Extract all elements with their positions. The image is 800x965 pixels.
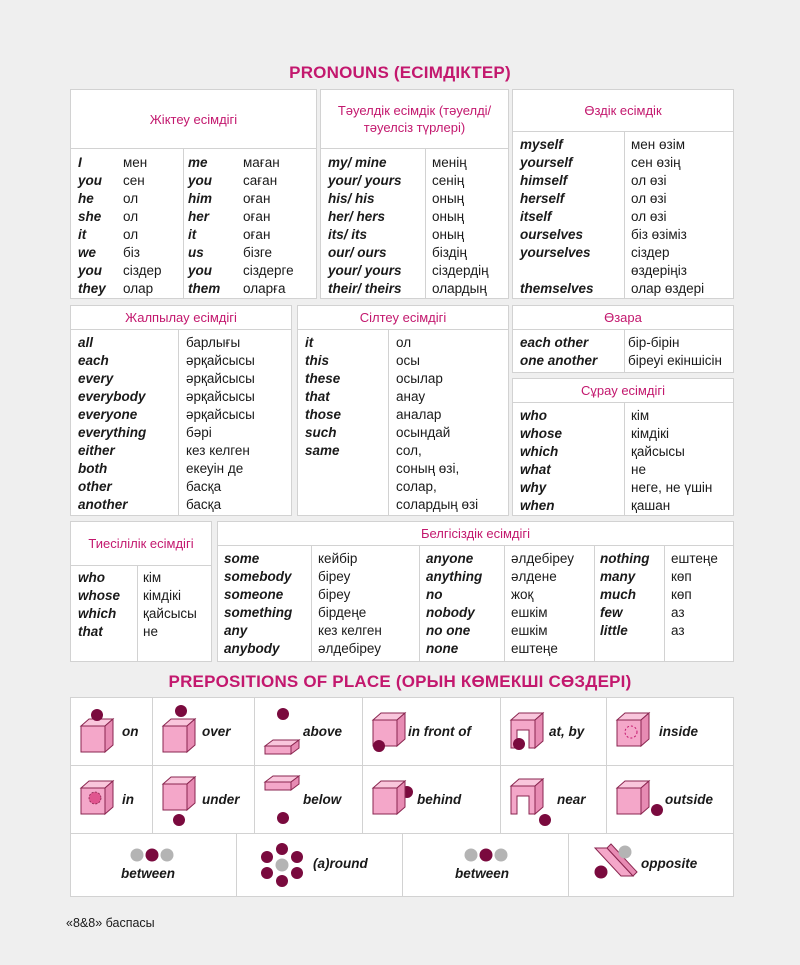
pronoun-translation: аз (671, 623, 685, 638)
pronoun-translation: кімдікі (143, 588, 181, 603)
prep-cell-over (153, 698, 255, 766)
pronoun-word: each other (520, 335, 589, 350)
pronoun-word: either (78, 443, 115, 458)
pronoun-translation: сен өзің (631, 155, 681, 170)
pronoun-translation: кез келген (186, 443, 250, 458)
pronoun-translation: сіздерге (243, 263, 294, 278)
pronoun-word: you (78, 173, 103, 188)
pronoun-translation: ол өзі (631, 173, 667, 188)
pronoun-word: none (426, 641, 459, 656)
pronoun-translation: көп (671, 569, 692, 584)
pronoun-translation: осы (396, 353, 420, 368)
pronoun-translation: бірдеңе (318, 605, 367, 620)
general-kz-column (186, 334, 255, 514)
pronoun-translation: солар, (396, 479, 437, 494)
personal-kz-column-2 (243, 154, 294, 298)
prep-label-below: below (303, 792, 342, 807)
pronoun-word: it (305, 335, 314, 350)
pronoun-translation: сен (123, 173, 145, 188)
pronoun-translation: біреу (318, 587, 351, 602)
personal-kz-column-1 (123, 154, 162, 298)
prepositions-table (70, 697, 734, 897)
arch-near-icon (505, 768, 555, 830)
pronoun-word: few (600, 605, 623, 620)
pronoun-translation: кім (143, 570, 162, 585)
pronoun-word: nothing (600, 551, 650, 566)
pronoun-translation: осылар (396, 371, 443, 386)
prep-label-inside: inside (659, 724, 699, 739)
pronoun-word: someone (224, 587, 284, 602)
prep-label-on: on (122, 724, 139, 739)
pronoun-word: us (188, 245, 204, 260)
pronoun-translation: сіздер (631, 245, 670, 260)
interrogative-pronouns-header: Сұрау есімдігі (513, 379, 733, 403)
pronoun-word: everybody (78, 389, 146, 404)
pronoun-word: why (520, 480, 547, 495)
pronoun-word: those (305, 407, 342, 422)
pronoun-word: we (78, 245, 97, 260)
demonstrative-kz-column (396, 334, 478, 514)
relative-pronouns-header: Тиесілілік есімдігі (71, 522, 211, 566)
pronoun-word: yourself (520, 155, 573, 170)
pronoun-translation: мен (123, 155, 148, 170)
prep-cell-under (153, 766, 255, 834)
reflexive-pronouns-header: Өздік есімдік (513, 90, 733, 132)
pronoun-translation: біздің (432, 245, 467, 260)
pronoun-word: its/ its (328, 227, 368, 242)
cube-inside-icon (611, 702, 661, 762)
pronoun-translation: әрқайсысы (186, 371, 255, 386)
indefinite-kz-column-3 (671, 550, 718, 640)
pronoun-word: him (188, 191, 213, 206)
pronoun-word: something (224, 605, 293, 620)
cube-on-icon (75, 704, 125, 764)
pronoun-translation: сіздердің (432, 263, 489, 278)
pronoun-word: little (600, 623, 628, 638)
demonstrative-pronouns-table (297, 305, 509, 516)
pronoun-word: no one (426, 623, 471, 638)
pronoun-word: your/ yours (328, 173, 402, 188)
pronoun-translation: анау (396, 389, 426, 404)
prep-cell-below (255, 766, 363, 834)
interrogative-kz-column (631, 407, 712, 515)
pronoun-translation: сіздер (123, 263, 162, 278)
prep-cell-around (237, 834, 403, 897)
pronoun-translation: ештеңе (671, 551, 718, 566)
pronoun-word: anyone (426, 551, 474, 566)
pronoun-translation: екеуін де (186, 461, 244, 476)
pronoun-translation: ештеңе (511, 641, 558, 656)
prep-cell-outside (607, 766, 734, 834)
pronoun-translation: кімдікі (631, 426, 669, 441)
general-en-column (78, 334, 146, 514)
prep-label-near: near (557, 792, 586, 807)
pronoun-translation: бір-бірін (628, 335, 680, 350)
prep-cell-above (255, 698, 363, 766)
pronoun-translation: біреуі екіншісін (628, 353, 722, 368)
possessive-kz-column (432, 154, 489, 298)
pronoun-word: them (188, 281, 221, 296)
pronoun-word: such (305, 425, 337, 440)
prep-cell-between-2 (403, 834, 569, 897)
pronoun-translation: әлдебіреу (318, 641, 381, 656)
pronoun-word: all (78, 335, 94, 350)
pronoun-translation: соның өзі, (396, 461, 460, 476)
slab-below-icon (259, 768, 309, 830)
pronoun-translation: сенің (432, 173, 465, 188)
prep-label-around: (a)round (313, 856, 368, 871)
pronoun-translation: солардың өзі (396, 497, 479, 512)
pronoun-translation: неге, не үшін (631, 480, 713, 495)
pronoun-translation: кім (631, 408, 650, 423)
pronoun-translation: маған (243, 155, 280, 170)
personal-pronouns-header: Жіктеу есімдігі (71, 90, 316, 149)
prep-label-under: under (202, 792, 240, 807)
pronoun-word: these (305, 371, 341, 386)
indefinite-en-column-1 (224, 550, 292, 658)
prep-cell-between-1 (71, 834, 237, 897)
pronoun-word: no (426, 587, 443, 602)
pronoun-word: any (224, 623, 248, 638)
prep-cell-inside (607, 698, 734, 766)
pronoun-word: his/ his (328, 191, 375, 206)
pronoun-word: himself (520, 173, 568, 188)
dots-between-icon (123, 844, 183, 866)
pronoun-word: much (600, 587, 637, 602)
pronouns-title: PRONOUNS (ЕСІМДІКТЕР) (289, 63, 511, 82)
pronoun-word: me (188, 155, 208, 170)
slab-above-icon (259, 702, 309, 762)
pronoun-word: each (78, 353, 109, 368)
pronoun-translation: кейбір (318, 551, 358, 566)
pronoun-translation: әрқайсысы (186, 407, 255, 422)
prep-label-over: over (202, 724, 231, 739)
pronoun-translation: олардың (432, 281, 487, 296)
pronoun-word: herself (520, 191, 565, 206)
pronoun-word (520, 262, 594, 280)
reciprocal-kz-column (628, 334, 722, 370)
relative-pronouns-table (70, 521, 212, 662)
pronoun-translation: ол (396, 335, 412, 350)
pronoun-translation: әрқайсысы (186, 389, 255, 404)
general-pronouns-table (70, 305, 292, 516)
pronoun-word: everything (78, 425, 147, 440)
pronoun-word: who (520, 408, 547, 423)
pronoun-translation: ол (123, 209, 139, 224)
pronoun-word: he (78, 191, 94, 206)
prep-label-outside: outside (665, 792, 714, 807)
relative-kz-column (143, 569, 197, 641)
pronoun-word: same (305, 443, 340, 458)
personal-en-column-1 (78, 154, 106, 298)
reflexive-pronouns-table (512, 89, 734, 299)
pronoun-translation: қайсысы (143, 606, 197, 621)
pronoun-word: my/ mine (328, 155, 387, 170)
prep-label-in: in (122, 792, 134, 807)
prep-cell-on (71, 698, 153, 766)
pronoun-translation: кез келген (318, 623, 382, 638)
pronoun-translation: жоқ (511, 587, 534, 602)
pronoun-word: they (78, 281, 106, 296)
pronoun-translation: көп (671, 587, 692, 602)
prep-cell-near (501, 766, 607, 834)
pronoun-word: both (78, 461, 108, 476)
pronoun-translation: оның (432, 191, 465, 206)
pronoun-word: this (305, 353, 330, 368)
possessive-pronouns-table (320, 89, 509, 299)
reflexive-kz-column (631, 136, 704, 298)
pronoun-word: what (520, 462, 551, 477)
pronoun-translation: оған (243, 191, 271, 206)
pronoun-word: that (78, 624, 103, 639)
pronoun-translation: әрқайсысы (186, 353, 255, 368)
pronoun-word: many (600, 569, 636, 584)
pronoun-translation: басқа (186, 497, 222, 512)
pronoun-word: when (520, 498, 555, 513)
prep-cell-in (71, 766, 153, 834)
pronoun-word: yourselves (520, 245, 591, 260)
pronoun-translation: ол өзі (631, 191, 667, 206)
pronoun-word: it (188, 227, 197, 242)
personal-pronouns-table (70, 89, 317, 299)
reflexive-en-column (520, 136, 594, 298)
indefinite-kz-column-2 (511, 550, 574, 658)
cube-under-icon (157, 768, 207, 830)
pronoun-translation: біз өзіміз (631, 227, 687, 242)
pronoun-translation: мен өзім (631, 137, 685, 152)
pronoun-word: nobody (426, 605, 475, 620)
pronoun-word: ourselves (520, 227, 584, 242)
personal-en-column-2 (188, 154, 220, 298)
pronoun-translation: қашан (631, 498, 671, 513)
pronoun-translation: ол (123, 227, 139, 242)
pronoun-word: other (78, 479, 112, 494)
pronoun-word: she (78, 209, 102, 224)
prep-label-at-by: at, by (549, 724, 585, 739)
interrogative-en-column (520, 407, 562, 515)
pronoun-translation: аз (671, 605, 685, 620)
pronoun-word: who (78, 570, 105, 585)
pronoun-translation: олар (123, 281, 154, 296)
demonstrative-pronouns-header: Сілтеу есімдігі (298, 306, 508, 330)
indefinite-kz-column-1 (318, 550, 382, 658)
prep-label-behind: behind (417, 792, 462, 807)
cube-in-icon (75, 770, 125, 830)
pronoun-translation: оларға (243, 281, 286, 296)
cube-outside-icon (611, 770, 667, 830)
pronoun-word: it (78, 227, 87, 242)
pronoun-word: which (78, 606, 117, 621)
prepositions-title: PREPOSITIONS OF PLACE (ОРЫН КӨМЕКШІ СӨЗДЕРІ) (168, 672, 632, 691)
prep-cell-opposite (569, 834, 734, 897)
possessive-pronouns-header: Тәуелдік есімдік (тәуелді/тәуелсіз түрлері) (321, 90, 508, 149)
general-pronouns-header: Жалпылау есімдігі (71, 306, 291, 330)
indefinite-en-column-2 (426, 550, 482, 658)
pronoun-word: you (78, 263, 103, 278)
pronoun-word: I (78, 155, 82, 170)
pronoun-word: which (520, 444, 559, 459)
pronoun-translation: осындай (396, 425, 451, 440)
pronoun-translation: қайсысы (631, 444, 685, 459)
reciprocal-pronouns-table (512, 305, 734, 373)
pronoun-word: themselves (520, 281, 594, 296)
publisher-footer: «8&8» баспасы (66, 916, 155, 930)
pronoun-word: some (224, 551, 260, 566)
dots-between-icon-2 (457, 844, 517, 866)
pronoun-word: everyone (78, 407, 138, 422)
pronoun-word: itself (520, 209, 552, 224)
prep-cell-behind (363, 766, 501, 834)
pronoun-translation: олар өздері (631, 281, 705, 296)
interrogative-pronouns-table (512, 378, 734, 516)
prep-cell-at-by (501, 698, 607, 766)
reciprocal-en-column (520, 334, 597, 370)
pronoun-translation: оның (432, 227, 465, 242)
pronoun-translation: не (143, 624, 158, 639)
pronoun-translation: саған (243, 173, 278, 188)
pronoun-word: somebody (224, 569, 292, 584)
cube-behind-icon (367, 770, 417, 830)
possessive-en-column (328, 154, 402, 298)
pronoun-word: every (78, 371, 114, 386)
pronoun-translation: өздеріңіз (631, 263, 687, 278)
demonstrative-en-column (305, 334, 341, 460)
prep-label-in-front-of: in front of (408, 724, 471, 739)
prep-cell-in-front-of (363, 698, 501, 766)
prep-label-above: above (303, 724, 343, 739)
pronoun-word: another (78, 497, 128, 512)
pronoun-translation: ешкім (511, 605, 548, 620)
pronoun-word: her (188, 209, 210, 224)
prep-label-opposite: opposite (641, 856, 698, 871)
pronoun-translation: сол, (396, 443, 422, 458)
pronoun-translation: менің (432, 155, 467, 170)
indefinite-en-column-3 (600, 550, 649, 640)
prep-label-between-1: between (121, 866, 176, 881)
arch-at-by-icon (505, 702, 555, 762)
pronoun-word: myself (520, 137, 563, 152)
pronoun-translation: ол (123, 191, 139, 206)
pronoun-translation: бізге (243, 245, 273, 260)
pronoun-translation: аналар (396, 407, 442, 422)
pronoun-translation: ол өзі (631, 209, 667, 224)
pronoun-translation: оған (243, 209, 271, 224)
pronoun-translation: әлдебіреу (511, 551, 574, 566)
pronoun-translation: не (631, 462, 646, 477)
pronoun-word: their/ theirs (328, 281, 402, 296)
reciprocal-pronouns-header: Өзара (513, 306, 733, 330)
pronoun-translation: барлығы (186, 335, 241, 350)
pronoun-translation: біреу (318, 569, 351, 584)
prep-label-between-2: between (455, 866, 510, 881)
pronoun-translation: оған (243, 227, 271, 242)
pronoun-word: one another (520, 353, 598, 368)
indefinite-pronouns-table (217, 521, 734, 662)
pronoun-word: you (188, 263, 213, 278)
pronoun-word: anybody (224, 641, 280, 656)
opposite-icon (591, 842, 639, 886)
pronoun-translation: әлдене (511, 569, 557, 584)
pronoun-word: anything (426, 569, 483, 584)
pronoun-word: your/ yours (328, 263, 402, 278)
pronoun-translation: ешкім (511, 623, 548, 638)
pronoun-word: you (188, 173, 213, 188)
pronoun-word: whose (520, 426, 563, 441)
pronoun-translation: басқа (186, 479, 222, 494)
indefinite-pronouns-header: Белгісіздік есімдігі (218, 522, 733, 546)
pronoun-word: that (305, 389, 330, 404)
relative-en-column (78, 569, 120, 641)
pronoun-word: our/ ours (328, 245, 387, 260)
pronoun-translation: біз (123, 245, 140, 260)
dots-around-icon (259, 842, 305, 888)
cube-over-icon (157, 702, 207, 762)
pronoun-translation: оның (432, 209, 465, 224)
pronoun-translation: бәрі (186, 425, 212, 440)
pronoun-word: her/ hers (328, 209, 386, 224)
pronoun-word: whose (78, 588, 121, 603)
